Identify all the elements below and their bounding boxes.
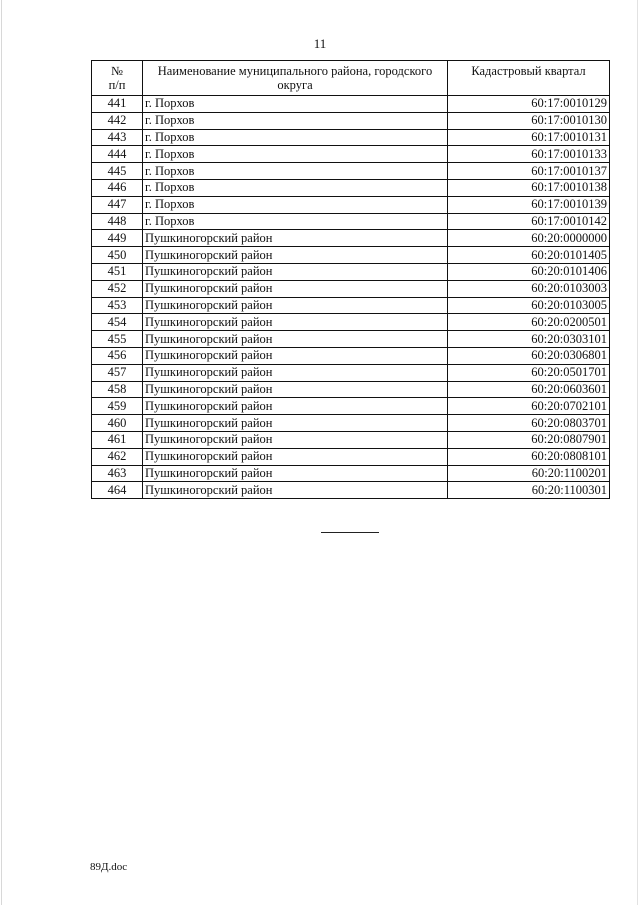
row-cadastral-quarter: 60:17:0010129	[448, 96, 610, 113]
row-number: 455	[92, 331, 143, 348]
table-row	[92, 381, 610, 398]
row-number: 446	[92, 179, 143, 196]
table-body	[92, 96, 610, 499]
row-municipality: г. Порхов	[143, 179, 448, 196]
row-municipality: г. Порхов	[143, 213, 448, 230]
row-number: 445	[92, 163, 143, 180]
table-row	[92, 482, 610, 499]
header-cadastral-quarter	[448, 61, 610, 96]
row-cadastral-quarter: 60:20:0103005	[448, 297, 610, 314]
row-municipality: Пушкиногорский район	[143, 297, 448, 314]
row-cadastral-quarter: 60:20:0101405	[448, 247, 610, 264]
header-number-line1: №	[111, 64, 123, 78]
end-separator-line	[321, 532, 379, 533]
row-municipality: Пушкиногорский район	[143, 415, 448, 432]
footer-filename: 89Д.doc	[90, 861, 128, 873]
table-row	[92, 179, 610, 196]
row-number: 458	[92, 381, 143, 398]
row-number: 464	[92, 482, 143, 499]
row-number: 448	[92, 213, 143, 230]
table-row	[92, 247, 610, 264]
table-row	[92, 465, 610, 482]
row-cadastral-quarter: 60:20:0501701	[448, 364, 610, 381]
row-cadastral-quarter: 60:17:0010131	[448, 129, 610, 146]
row-number: 453	[92, 297, 143, 314]
table-row	[92, 297, 610, 314]
row-municipality: г. Порхов	[143, 196, 448, 213]
table-row	[92, 331, 610, 348]
row-cadastral-quarter: 60:20:0808101	[448, 448, 610, 465]
table-row	[92, 431, 610, 448]
row-municipality: г. Порхов	[143, 146, 448, 163]
row-number: 460	[92, 415, 143, 432]
row-cadastral-quarter: 60:17:0010130	[448, 112, 610, 129]
row-number: 462	[92, 448, 143, 465]
row-cadastral-quarter: 60:20:0103003	[448, 280, 610, 297]
header-municipality	[143, 61, 448, 96]
row-number: 449	[92, 230, 143, 247]
table-row	[92, 163, 610, 180]
table-row	[92, 314, 610, 331]
row-number: 443	[92, 129, 143, 146]
table-row	[92, 146, 610, 163]
row-number: 452	[92, 280, 143, 297]
row-municipality: Пушкиногорский район	[143, 381, 448, 398]
row-number: 463	[92, 465, 143, 482]
row-number: 441	[92, 96, 143, 113]
row-cadastral-quarter: 60:20:0807901	[448, 431, 610, 448]
row-municipality: г. Порхов	[143, 163, 448, 180]
row-municipality: Пушкиногорский район	[143, 431, 448, 448]
row-cadastral-quarter: 60:17:0010133	[448, 146, 610, 163]
row-cadastral-quarter: 60:20:0702101	[448, 398, 610, 415]
scan-edge-right	[637, 0, 638, 905]
row-municipality: Пушкиногорский район	[143, 398, 448, 415]
row-municipality: Пушкиногорский район	[143, 482, 448, 499]
scan-edge-left	[1, 0, 2, 905]
row-cadastral-quarter: 60:17:0010138	[448, 179, 610, 196]
table-row	[92, 364, 610, 381]
row-number: 459	[92, 398, 143, 415]
table-row	[92, 448, 610, 465]
row-number: 450	[92, 247, 143, 264]
row-number: 454	[92, 314, 143, 331]
row-cadastral-quarter: 60:17:0010137	[448, 163, 610, 180]
header-number	[92, 61, 143, 96]
row-municipality: Пушкиногорский район	[143, 448, 448, 465]
row-number: 451	[92, 263, 143, 280]
table-row	[92, 347, 610, 364]
cadastral-table	[91, 60, 610, 499]
row-number: 456	[92, 347, 143, 364]
row-number: 442	[92, 112, 143, 129]
table-row	[92, 112, 610, 129]
row-cadastral-quarter: 60:20:1100301	[448, 482, 610, 499]
row-municipality: Пушкиногорский район	[143, 314, 448, 331]
row-cadastral-quarter: 60:20:0803701	[448, 415, 610, 432]
row-cadastral-quarter: 60:17:0010142	[448, 213, 610, 230]
table-row	[92, 415, 610, 432]
table-row	[92, 230, 610, 247]
row-municipality: г. Порхов	[143, 112, 448, 129]
row-cadastral-quarter: 60:20:0306801	[448, 347, 610, 364]
table-row	[92, 213, 610, 230]
row-municipality: Пушкиногорский район	[143, 263, 448, 280]
table-row	[92, 263, 610, 280]
row-municipality: Пушкиногорский район	[143, 230, 448, 247]
row-number: 444	[92, 146, 143, 163]
row-cadastral-quarter: 60:20:0603601	[448, 381, 610, 398]
row-number: 447	[92, 196, 143, 213]
row-number: 457	[92, 364, 143, 381]
row-municipality: Пушкиногорский район	[143, 331, 448, 348]
page-number: 11	[313, 36, 327, 51]
row-municipality: Пушкиногорский район	[143, 465, 448, 482]
row-cadastral-quarter: 60:20:0200501	[448, 314, 610, 331]
header-cadastral-quarter-text: Кадастровый квартал	[471, 64, 586, 78]
table-row	[92, 196, 610, 213]
row-municipality: г. Порхов	[143, 96, 448, 113]
row-municipality: Пушкиногорский район	[143, 364, 448, 381]
row-cadastral-quarter: 60:20:0303101	[448, 331, 610, 348]
row-municipality: Пушкиногорский район	[143, 280, 448, 297]
row-cadastral-quarter: 60:20:0000000	[448, 230, 610, 247]
row-cadastral-quarter: 60:17:0010139	[448, 196, 610, 213]
header-number-line2: п/п	[108, 78, 126, 92]
row-municipality: Пушкиногорский район	[143, 247, 448, 264]
row-cadastral-quarter: 60:20:1100201	[448, 465, 610, 482]
row-municipality: Пушкиногорский район	[143, 347, 448, 364]
table-row	[92, 398, 610, 415]
row-cadastral-quarter: 60:20:0101406	[448, 263, 610, 280]
row-number: 461	[92, 431, 143, 448]
header-municipality-text: Наименование муниципального района, городского округа	[157, 64, 433, 92]
table-row	[92, 96, 610, 113]
table-header-row	[92, 61, 610, 96]
table-row	[92, 280, 610, 297]
table-row	[92, 129, 610, 146]
row-municipality: г. Порхов	[143, 129, 448, 146]
